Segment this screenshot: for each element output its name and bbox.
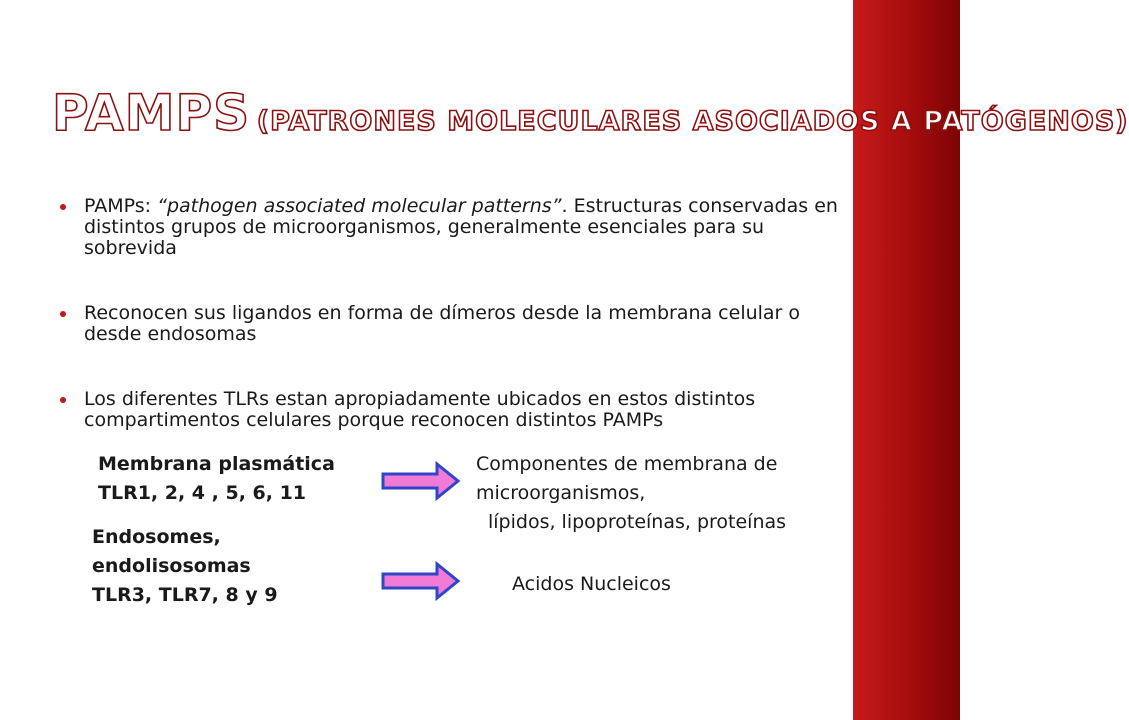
bullet-item: Los diferentes TLRs estan apropiadamente ubicados en estos distintos compartimentos celulares porque reconocen distintos PAMPs	[60, 389, 850, 431]
bullet-item: Reconocen sus ligandos en forma de dímeros desde la membrana celular o desde endosomas	[60, 303, 850, 345]
title-main: PAMPS	[52, 84, 251, 142]
membrane-target-line1: Componentes de membrana de	[476, 453, 778, 475]
endosome-tlrs: TLR3, TLR7, 8 y 9	[92, 584, 278, 606]
endosome-group	[92, 523, 278, 610]
membrane-tlrs: TLR1, 2, 4 , 5, 6, 11	[98, 482, 307, 504]
endosome-target: Acidos Nucleicos	[512, 573, 671, 595]
bullet-icon	[60, 311, 66, 317]
title-sub: (PATRONES MOLECULARES ASOCIADOS A PATÓGENOS)	[256, 106, 1129, 137]
slide-title	[52, 84, 1129, 142]
arrow-right-icon	[381, 561, 461, 601]
membrane-target	[476, 450, 786, 537]
bullet-icon	[60, 397, 66, 403]
endosome-line1: Endosomes,	[92, 526, 221, 548]
bullet-icon	[60, 204, 66, 210]
membrane-target-line3: lípidos, lipoproteínas, proteínas	[488, 511, 787, 533]
membrane-target-line2: microorganismos,	[476, 482, 646, 504]
membrane-group	[98, 450, 335, 508]
endosome-line2: endolisosomas	[92, 555, 251, 577]
membrane-label: Membrana plasmática	[98, 453, 335, 475]
arrow-right-icon	[381, 461, 461, 501]
bullet-item: PAMPs: “pathogen associated molecular patterns”. Estructuras conservadas en distintos grupos de microorganismos, generalmente esenciales para su sobrevida	[60, 196, 850, 259]
bullet-list	[60, 196, 850, 475]
